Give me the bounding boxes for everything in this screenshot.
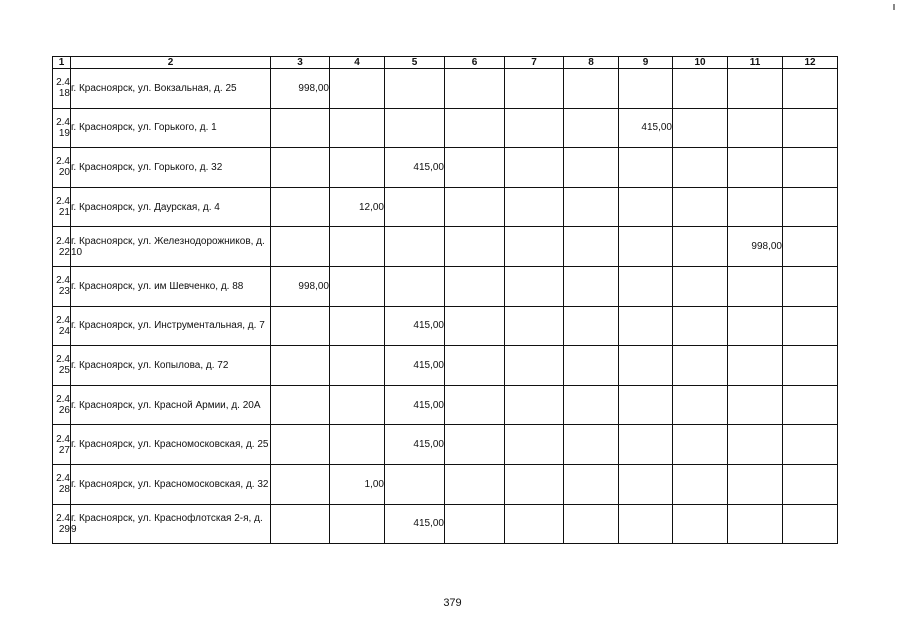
row-number-index: 25 [58, 365, 70, 377]
row-number [53, 306, 71, 346]
table-row [53, 148, 838, 188]
value-cell-col-11 [728, 504, 783, 544]
value-cell-col-7 [505, 504, 564, 544]
value-cell-col-7 [505, 385, 564, 425]
column-header-8: 8 [564, 57, 619, 69]
value-cell-col-3: 998,00 [271, 266, 330, 306]
value-cell-col-6 [445, 227, 505, 267]
row-number-index: 26 [58, 405, 70, 417]
value-cell-col-11 [728, 425, 783, 465]
value-cell-col-10 [673, 69, 728, 109]
address-cell: г. Красноярск, ул. Краснофлотская 2-я, д. 9 [71, 504, 271, 544]
row-number [53, 187, 71, 227]
value-cell-col-10 [673, 148, 728, 188]
value-cell-col-11 [728, 69, 783, 109]
header-row [53, 57, 838, 69]
value-cell-col-8 [564, 266, 619, 306]
value-cell-col-11 [728, 266, 783, 306]
page-number: 379 [443, 597, 462, 609]
value-cell-col-7 [505, 69, 564, 109]
row-number-section: 2.4 [56, 77, 70, 89]
value-cell-col-11: 998,00 [728, 227, 783, 267]
value-cell-col-6 [445, 187, 505, 227]
value-cell-col-7 [505, 464, 564, 504]
value-cell-col-8 [564, 306, 619, 346]
value-cell-col-3 [271, 504, 330, 544]
row-number [53, 464, 71, 504]
value-cell-col-6 [445, 148, 505, 188]
value-cell-col-12 [783, 69, 838, 109]
value-cell-col-12 [783, 504, 838, 544]
value-cell-col-4 [330, 346, 385, 386]
table-row [53, 504, 838, 544]
row-number-section: 2.4 [56, 473, 70, 485]
address-cell: г. Красноярск, ул. Вокзальная, д. 25 [71, 69, 271, 109]
value-cell-col-5 [385, 108, 445, 148]
data-table [52, 56, 838, 544]
value-cell-col-8 [564, 464, 619, 504]
column-header-12: 12 [783, 57, 838, 69]
table-row [53, 464, 838, 504]
table-row [53, 346, 838, 386]
row-number-section: 2.4 [56, 116, 70, 128]
value-cell-col-7 [505, 187, 564, 227]
value-cell-col-9 [619, 306, 673, 346]
value-cell-col-9 [619, 425, 673, 465]
row-number [53, 425, 71, 465]
value-cell-col-9 [619, 266, 673, 306]
column-header-4: 4 [330, 57, 385, 69]
value-cell-col-9 [619, 504, 673, 544]
table-row [53, 187, 838, 227]
row-number [53, 69, 71, 109]
value-cell-col-7 [505, 266, 564, 306]
value-cell-col-3 [271, 385, 330, 425]
value-cell-col-9 [619, 464, 673, 504]
column-header-2: 2 [71, 57, 271, 69]
value-cell-col-3 [271, 148, 330, 188]
row-number-index: 22 [58, 246, 70, 258]
table-row [53, 108, 838, 148]
value-cell-col-10 [673, 425, 728, 465]
row-number-index: 28 [58, 484, 70, 496]
column-header-3: 3 [271, 57, 330, 69]
value-cell-col-5: 415,00 [385, 385, 445, 425]
value-cell-col-5 [385, 266, 445, 306]
value-cell-col-6 [445, 69, 505, 109]
table-row [53, 425, 838, 465]
value-cell-col-4 [330, 148, 385, 188]
row-number-index: 29 [58, 523, 70, 535]
row-number-index: 21 [58, 207, 70, 219]
value-cell-col-10 [673, 306, 728, 346]
value-cell-col-12 [783, 346, 838, 386]
value-cell-col-4 [330, 227, 385, 267]
row-number-section: 2.4 [56, 433, 70, 445]
value-cell-col-5 [385, 187, 445, 227]
table-row [53, 385, 838, 425]
value-cell-col-6 [445, 385, 505, 425]
value-cell-col-5: 415,00 [385, 346, 445, 386]
value-cell-col-6 [445, 464, 505, 504]
value-cell-col-3 [271, 464, 330, 504]
value-cell-col-12 [783, 266, 838, 306]
scan-artifact-mark [893, 4, 895, 10]
address-cell: г. Красноярск, ул. Инструментальная, д. 7 [71, 306, 271, 346]
value-cell-col-4 [330, 306, 385, 346]
value-cell-col-4 [330, 266, 385, 306]
value-cell-col-7 [505, 227, 564, 267]
value-cell-col-8 [564, 504, 619, 544]
value-cell-col-7 [505, 346, 564, 386]
value-cell-col-12 [783, 187, 838, 227]
row-number-section: 2.4 [56, 314, 70, 326]
row-number-index: 27 [58, 444, 70, 456]
value-cell-col-12 [783, 385, 838, 425]
value-cell-col-11 [728, 464, 783, 504]
column-header-6: 6 [445, 57, 505, 69]
value-cell-col-9: 415,00 [619, 108, 673, 148]
value-cell-col-7 [505, 108, 564, 148]
value-cell-col-8 [564, 69, 619, 109]
table-row [53, 266, 838, 306]
value-cell-col-8 [564, 425, 619, 465]
row-number [53, 108, 71, 148]
value-cell-col-4: 1,00 [330, 464, 385, 504]
column-header-1: 1 [53, 57, 71, 69]
row-number-section: 2.4 [56, 196, 70, 208]
address-cell: г. Красноярск, ул. Красномосковская, д. 32 [71, 464, 271, 504]
value-cell-col-8 [564, 227, 619, 267]
row-number-index: 19 [58, 127, 70, 139]
row-number-index: 20 [58, 167, 70, 179]
row-number-index: 24 [58, 325, 70, 337]
value-cell-col-6 [445, 504, 505, 544]
value-cell-col-10 [673, 227, 728, 267]
value-cell-col-4 [330, 425, 385, 465]
row-number [53, 346, 71, 386]
column-header-9: 9 [619, 57, 673, 69]
address-cell: г. Красноярск, ул. им Шевченко, д. 88 [71, 266, 271, 306]
row-number-section: 2.4 [56, 156, 70, 168]
table-row [53, 69, 838, 109]
value-cell-col-11 [728, 385, 783, 425]
value-cell-col-9 [619, 69, 673, 109]
address-cell: г. Красноярск, ул. Горького, д. 1 [71, 108, 271, 148]
value-cell-col-11 [728, 306, 783, 346]
value-cell-col-3 [271, 187, 330, 227]
value-cell-col-8 [564, 187, 619, 227]
row-number-index: 23 [58, 286, 70, 298]
value-cell-col-3 [271, 227, 330, 267]
value-cell-col-8 [564, 385, 619, 425]
value-cell-col-4 [330, 385, 385, 425]
value-cell-col-12 [783, 148, 838, 188]
value-cell-col-7 [505, 425, 564, 465]
value-cell-col-6 [445, 306, 505, 346]
value-cell-col-10 [673, 108, 728, 148]
value-cell-col-8 [564, 108, 619, 148]
value-cell-col-6 [445, 346, 505, 386]
row-number-section: 2.4 [56, 394, 70, 406]
value-cell-col-5 [385, 227, 445, 267]
value-cell-col-10 [673, 504, 728, 544]
value-cell-col-5 [385, 69, 445, 109]
value-cell-col-6 [445, 266, 505, 306]
address-cell: г. Красноярск, ул. Железнодорожников, д. 10 [71, 227, 271, 267]
row-number [53, 385, 71, 425]
value-cell-col-12 [783, 306, 838, 346]
table-body [53, 69, 838, 544]
address-cell: г. Красноярск, ул. Красномосковская, д. 25 [71, 425, 271, 465]
value-cell-col-10 [673, 464, 728, 504]
value-cell-col-9 [619, 148, 673, 188]
value-cell-col-7 [505, 148, 564, 188]
row-number [53, 227, 71, 267]
value-cell-col-11 [728, 346, 783, 386]
value-cell-col-3 [271, 425, 330, 465]
address-cell: г. Красноярск, ул. Горького, д. 32 [71, 148, 271, 188]
value-cell-col-4 [330, 504, 385, 544]
value-cell-col-5 [385, 464, 445, 504]
value-cell-col-5: 415,00 [385, 425, 445, 465]
row-number [53, 504, 71, 544]
table-row [53, 227, 838, 267]
value-cell-col-5: 415,00 [385, 306, 445, 346]
value-cell-col-3 [271, 108, 330, 148]
value-cell-col-10 [673, 266, 728, 306]
value-cell-col-9 [619, 346, 673, 386]
row-number-index: 18 [58, 88, 70, 100]
value-cell-col-12 [783, 425, 838, 465]
row-number-section: 2.4 [56, 235, 70, 247]
value-cell-col-9 [619, 187, 673, 227]
value-cell-col-4: 12,00 [330, 187, 385, 227]
value-cell-col-11 [728, 187, 783, 227]
value-cell-col-3: 998,00 [271, 69, 330, 109]
column-header-10: 10 [673, 57, 728, 69]
value-cell-col-5: 415,00 [385, 504, 445, 544]
row-number-section: 2.4 [56, 354, 70, 366]
address-cell: г. Красноярск, ул. Красной Армии, д. 20А [71, 385, 271, 425]
value-cell-col-10 [673, 346, 728, 386]
value-cell-col-12 [783, 108, 838, 148]
value-cell-col-10 [673, 385, 728, 425]
column-header-7: 7 [505, 57, 564, 69]
address-cell: г. Красноярск, ул. Даурская, д. 4 [71, 187, 271, 227]
row-number-section: 2.4 [56, 275, 70, 287]
value-cell-col-6 [445, 425, 505, 465]
column-header-5: 5 [385, 57, 445, 69]
row-number-section: 2.4 [56, 512, 70, 524]
row-number [53, 266, 71, 306]
value-cell-col-3 [271, 346, 330, 386]
value-cell-col-4 [330, 69, 385, 109]
address-cell: г. Красноярск, ул. Копылова, д. 72 [71, 346, 271, 386]
value-cell-col-12 [783, 227, 838, 267]
value-cell-col-7 [505, 306, 564, 346]
value-cell-col-11 [728, 108, 783, 148]
value-cell-col-9 [619, 227, 673, 267]
row-number [53, 148, 71, 188]
value-cell-col-11 [728, 148, 783, 188]
value-cell-col-8 [564, 148, 619, 188]
value-cell-col-12 [783, 464, 838, 504]
table-row [53, 306, 838, 346]
value-cell-col-3 [271, 306, 330, 346]
value-cell-col-10 [673, 187, 728, 227]
column-header-11: 11 [728, 57, 783, 69]
value-cell-col-4 [330, 108, 385, 148]
value-cell-col-5: 415,00 [385, 148, 445, 188]
value-cell-col-6 [445, 108, 505, 148]
value-cell-col-8 [564, 346, 619, 386]
value-cell-col-9 [619, 385, 673, 425]
